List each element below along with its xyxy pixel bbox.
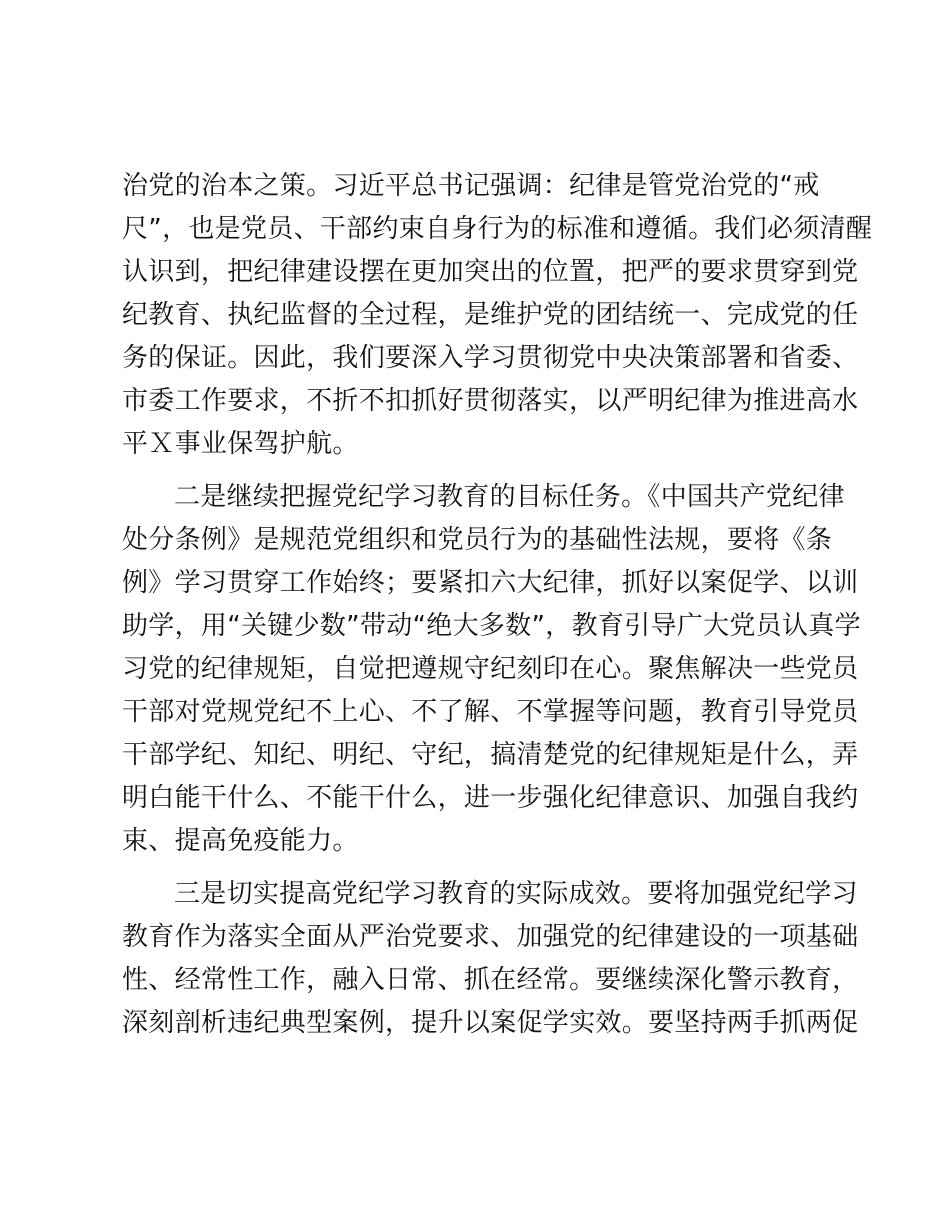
paragraph-effectiveness	[122, 873, 859, 1045]
text-line: 二是继续把握党纪学习教育的目标任务。《中国共产党纪律	[174, 482, 845, 512]
text-line: 束、提高免疫能力。	[122, 826, 359, 856]
text-line: 治党的治本之策。习近平总书记强调：纪律是管党治党的“戒	[122, 171, 820, 201]
paragraph-objectives	[122, 476, 861, 863]
document-body	[122, 165, 873, 1045]
text-line: 教育作为落实全面从严治党要求、加强党的纪律建设的一项基础	[122, 922, 859, 952]
text-line: 干部对党规党纪不上心、不了解、不掌握等问题，教育引导党员	[122, 697, 859, 727]
text-line: 纪教育、执纪监督的全过程，是维护党的团结统一、完成党的任	[122, 300, 859, 330]
text-line: 助学，用“关键少数”带动“绝大多数”，教育引导广大党员认真学	[122, 611, 861, 641]
text-line: 性、经常性工作，融入日常、抓在经常。要继续深化警示教育，	[122, 965, 859, 995]
text-line: 三是切实提高党纪学习教育的实际成效。要将加强党纪学习	[174, 879, 858, 909]
text-line: 务的保证。因此，我们要深入学习贯彻党中央决策部署和省委、	[122, 343, 859, 373]
text-line: 认识到，把纪律建设摆在更加突出的位置，把严的要求贯穿到党	[122, 257, 859, 287]
text-line: 市委工作要求，不折不扣抓好贯彻落实，以严明纪律为推进高水	[122, 386, 859, 416]
text-line: 尺”，也是党员、干部约束自身行为的标准和遵循。我们必须清醒	[122, 214, 873, 244]
text-line: 习党的纪律规矩，自觉把遵规守纪刻印在心。聚焦解决一些党员	[122, 654, 859, 684]
text-line: 处分条例》是规范党组织和党员行为的基础性法规，要将《条	[122, 525, 833, 555]
text-line: 平Ｘ事业保驾护航。	[122, 429, 359, 459]
text-line: 深刻剖析违纪典型案例，提升以案促学实效。要坚持两手抓两促	[122, 1008, 859, 1038]
text-line: 例》学习贯穿工作始终；要紧扣六大纪律，抓好以案促学、以训	[122, 568, 859, 598]
text-line: 明白能干什么、不能干什么，进一步强化纪律意识、加强自我约	[122, 783, 859, 813]
paragraph-continuation	[122, 165, 873, 466]
text-line: 干部学纪、知纪、明纪、守纪，搞清楚党的纪律规矩是什么，弄	[122, 740, 859, 770]
